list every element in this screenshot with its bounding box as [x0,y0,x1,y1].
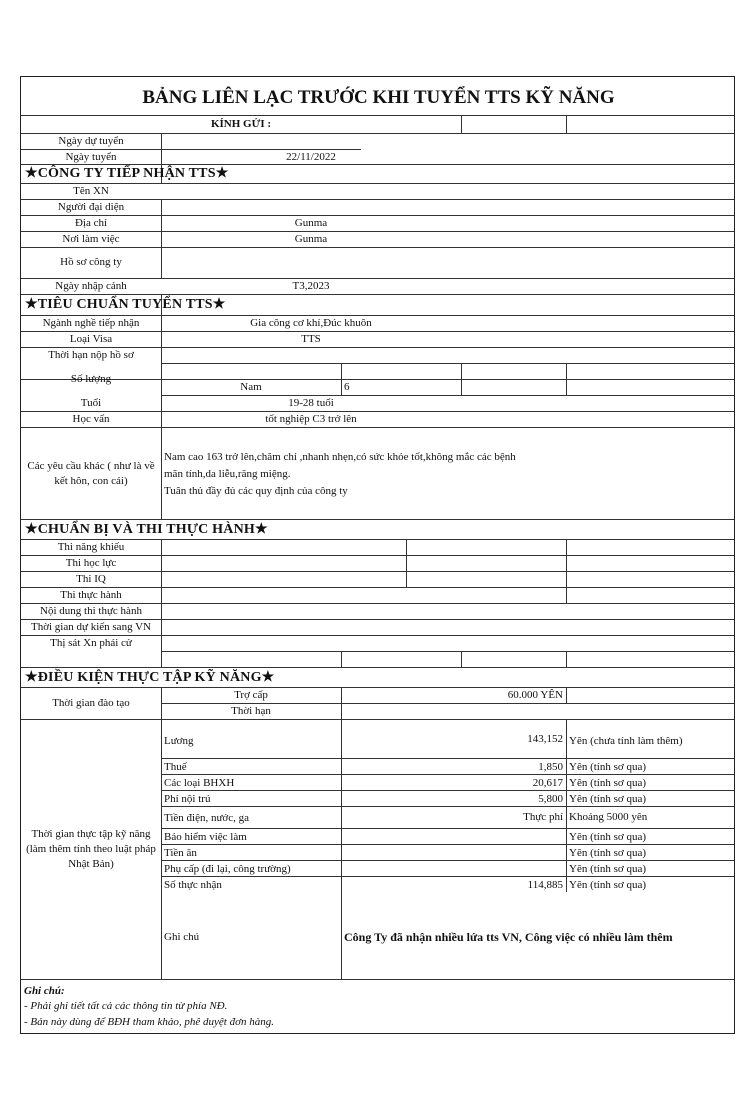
tham-sat-label: Thị sát Xn phái cử [50,637,132,649]
dien-nuoc-amount: Thực phí [523,811,563,823]
internship-label: Thời gian thực tập kỹ năng (làm thêm tính theo luật pháp Nhật Bản) [26,828,156,870]
hoc-luc-label: Thi học lực [65,557,117,569]
rule [21,215,735,216]
rule [161,806,735,807]
rule [21,278,735,279]
rule [21,133,735,134]
nganh-nghe-value: Gia công cơ khí,Đúc khuôn [250,317,372,329]
rule [21,587,735,588]
rule [341,651,342,667]
tuoi-value: 19-28 tuổi [288,397,334,409]
section-tieu-chuan: ★TIÊU CHUẨN TUYỂN TTS★ [25,297,226,312]
rule [461,651,462,667]
rule [21,199,735,200]
rule [21,555,735,556]
ten-xn-label: Tên XN [73,185,109,197]
section-dieu-kien: ★ĐIỀU KIỆN THỰC TẬP KỸ NĂNG★ [25,670,275,685]
loai-visa-label: Loại Visa [69,333,113,345]
rule [161,651,735,652]
nang-khieu-label: Thi năng khiếu [57,541,125,553]
footer-line-2: - Bản này dùng để BĐH tham khảo, phê duyệt đơn hàng. [24,1016,274,1028]
rule [161,860,735,861]
bhxh-amount: 20,617 [532,777,563,789]
luong-note: Yên (chưa tính làm thêm) [569,735,683,747]
rule [21,635,735,636]
yeu-cau-line-2: mãn tính,da liễu,răng miệng. [164,468,291,480]
recruitment-form [20,76,735,1034]
kinh-gui-label: KÍNH GỬI : [210,118,272,130]
rule [21,619,735,620]
thuc-nhan-note: Yên (tính sơ qua) [569,879,646,891]
noi-lam-viec-label: Nơi làm việc [62,233,120,245]
rule [566,719,567,892]
rule [21,719,735,720]
thuc-hanh-label: Thi thực hành [60,589,122,601]
rule [21,294,735,295]
bhxh-label: Các loại BHXH [164,777,235,789]
rule [21,519,735,520]
yeu-cau-label: Các yêu cầu khác ( như là về kết hôn, con cái) [27,460,155,487]
rule [21,247,735,248]
footer-title: Ghi chú: [24,985,65,997]
rule [161,363,735,364]
loai-visa-value: TTS [301,333,321,345]
gender-value: Nam [240,381,262,393]
rule [566,651,567,667]
rule [161,876,735,877]
rule [161,790,735,791]
count-value: 6 [344,381,350,393]
rule [21,331,735,332]
ho-so-label: Hồ sơ công ty [60,256,122,268]
dien-nuoc-label: Tiền điện, nước, ga [164,812,250,824]
noi-dung-label: Nội dung thi thực hành [40,605,142,617]
section-cong-ty: ★CÔNG TY TIẾP NHẬN TTS★ [25,166,229,181]
bao-hiem-note: Yên (tính sơ qua) [569,831,646,843]
rule [21,411,735,412]
bao-hiem-label: Bảo hiểm việc làm [164,831,247,843]
yeu-cau-line-3: Tuân thủ đầy đủ các quy định của công ty [164,485,348,497]
rule [21,667,735,668]
rule [566,115,567,133]
thuc-nhan-label: Số thực nhận [164,879,222,891]
thoi-han-label: Thời hạn [231,705,271,717]
dia-chi-value: Gunma [294,217,328,229]
rule [21,687,735,688]
rule [21,164,735,165]
noi-tru-label: Phí nội trú [164,793,211,805]
tro-cap-label: Trợ cấp [234,689,268,701]
luong-label: Lương [164,735,194,747]
tien-an-label: Tiền ăn [164,847,197,859]
rule [21,183,735,184]
luong-amount: 143,152 [527,733,563,745]
rule [161,828,735,829]
rule [161,758,735,759]
rule [161,395,735,396]
phu-cap-note: Yên (tính sơ qua) [569,863,646,875]
phu-cap-label: Phụ cấp (đi lại, công trường) [164,863,291,875]
rule [161,687,162,979]
ngay-du-tuyen-label: Ngày dự tuyển [58,135,124,147]
rule [461,363,462,395]
footer-line-1: - Phải ghi tiết tất cả các thông tin từ phía NĐ. [24,1000,228,1012]
rule [21,115,735,116]
rule [406,539,407,587]
bhxh-note: Yên (tính sơ qua) [569,777,646,789]
iq-label: Thi IQ [76,573,106,585]
rule [21,603,735,604]
ngay-nhap-canh-value: T3,2023 [292,280,330,292]
thoi-han-nop-label: Thời hạn nộp hồ sơ [48,349,134,361]
hoc-van-label: Học vấn [72,413,110,425]
rule [21,231,735,232]
dien-nuoc-note: Khoảng 5000 yên [569,811,648,823]
rule [341,363,342,395]
page-title: BẢNG LIÊN LẠC TRƯỚC KHI TUYỂN TTS KỸ NĂNG [142,87,615,108]
ngay-tuyen-value: 22/11/2022 [286,151,336,163]
rule [21,979,735,980]
tuoi-label: Tuổi [80,397,102,409]
ngay-tuyen-label: Ngày tuyển [65,151,117,163]
thuc-nhan-amount: 114,885 [527,879,563,891]
rule [566,363,567,395]
rule [161,539,162,667]
rule [161,774,735,775]
rule [21,427,735,428]
ghi-chu-label: Ghi chú [164,931,200,943]
yeu-cau-line-1: Nam cao 163 trở lên,chăm chỉ ,nhanh nhẹn,có sức khỏe tốt,không mắc các bệnh [164,451,516,463]
rule [461,115,462,133]
hoc-van-value: tốt nghiệp C3 trở lên [265,413,357,425]
rule [161,844,735,845]
noi-lam-viec-value: Gunma [294,233,328,245]
rule [21,149,361,150]
tien-an-note: Yên (tính sơ qua) [569,847,646,859]
dia-chi-label: Địa chỉ [74,217,108,229]
rule [161,703,735,704]
thue-label: Thuế [164,761,187,773]
noi-tru-amount: 5,800 [538,793,563,805]
thue-note: Yên (tính sơ qua) [569,761,646,773]
rule [21,347,735,348]
rule [566,687,567,703]
thue-amount: 1,850 [538,761,563,773]
rule [341,687,342,979]
noi-tru-note: Yên (tính sơ qua) [569,793,646,805]
dao-tao-label: Thời gian đào tạo [52,697,130,709]
section-chuan-bi: ★CHUẨN BỊ VÀ THI THỰC HÀNH★ [25,522,268,537]
rule [21,571,735,572]
rule [566,539,567,603]
ghi-chu-value: Công Ty đã nhận nhiều lứa tts VN, Công việc có nhiều làm thêm [344,930,673,944]
nganh-nghe-label: Ngành nghề tiếp nhận [42,317,140,329]
rule [21,539,735,540]
ngay-nhap-canh-label: Ngày nhập cảnh [55,280,127,292]
thoi-gian-sang-vn-label: Thời gian dự kiến sang VN [30,621,152,633]
tro-cap-value: 60.000 YÊN [507,689,563,701]
so-luong-label: Số lượng [70,373,112,385]
rule [21,315,735,316]
nguoi-dai-dien-label: Người đại diện [57,201,125,213]
